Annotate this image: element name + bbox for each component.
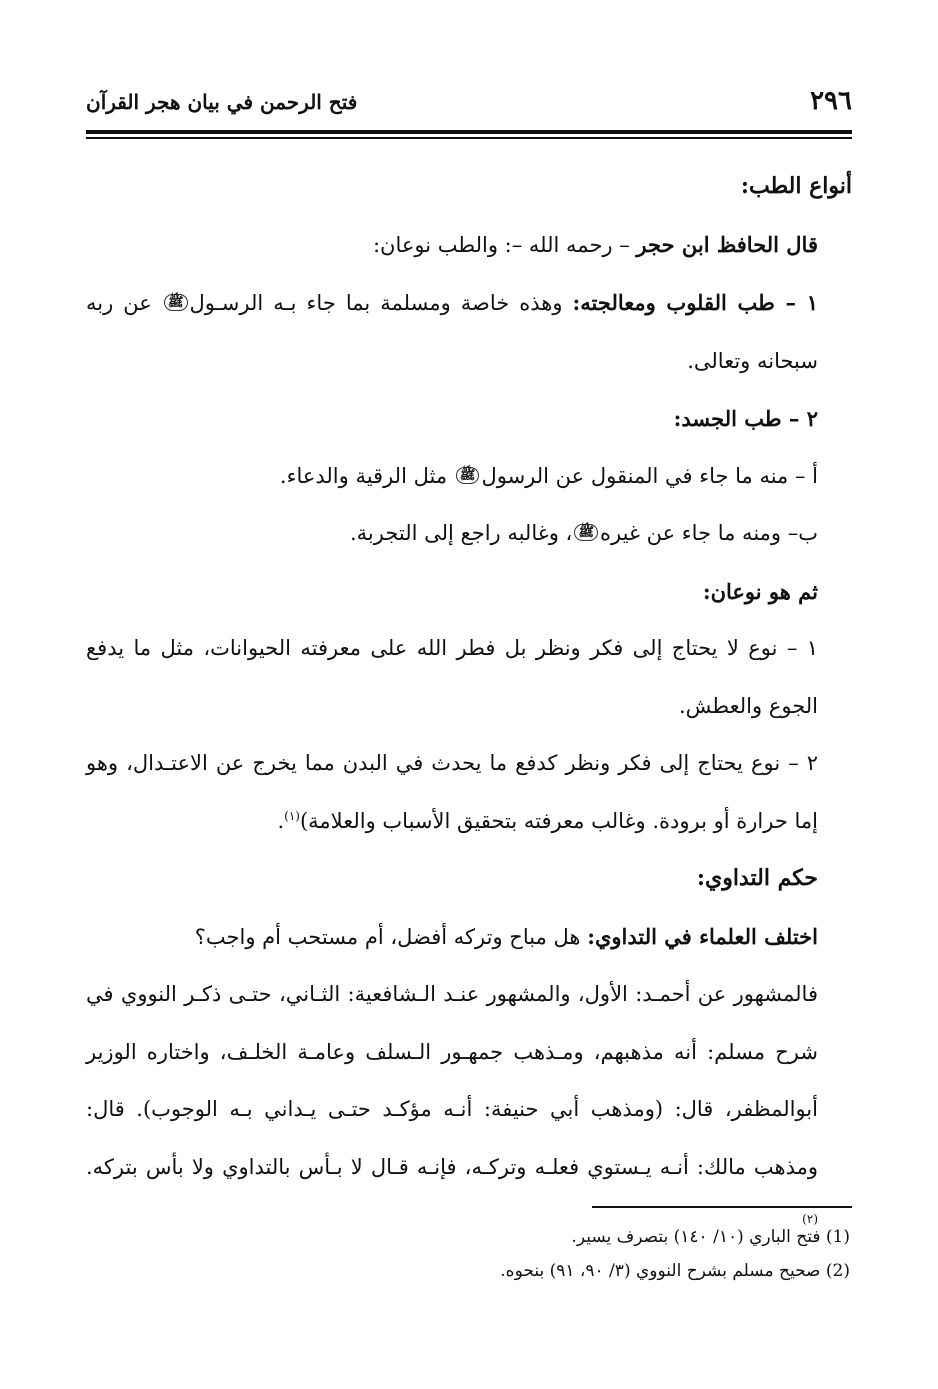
- type-1-cont: عن ربه سبحانه وتعالى.: [86, 291, 818, 373]
- paragraph-type-2a: [86, 448, 852, 506]
- kind-2-end: .: [277, 808, 285, 833]
- dispute-rest: هل مباح وتركه أفضل، أم مستحب أم واجب؟: [194, 924, 588, 949]
- type-2a-pre: أ – منه ما جاء في المنقول عن الرسول: [481, 463, 818, 488]
- footnotes: [86, 1220, 852, 1288]
- kind-2-text: ٢ – نوع يحتاج إلى فكر ونظر كدفع ما يحدث في البدن مما يخرج عن الاعتـدال، وهو إما حرارة أو برودة. وغالب معرفته بتحقيق الأسباب والعلامة): [86, 751, 818, 833]
- paragraph-famous-opinion: [86, 966, 852, 1254]
- paragraph-kind-2: [86, 735, 852, 850]
- paragraph-dispute: [86, 908, 852, 967]
- footnote-separator: [592, 1206, 852, 1208]
- intro-bold: قال الحافظ ابن حجر: [636, 231, 818, 257]
- section-heading-ruling: حكم التداوي:: [696, 865, 818, 891]
- famous-text: فالمشهور عن أحمـد: الأول، والمشهور عنـد الـشافعية: الثـاني، حتـى ذكـر النووي في شرح مسلم: أنه مذهبهم، ومـذهب جمهـور الـسلف وعامـة الخلـف، واختاره الوزير أبوالمظفر، قال: (ومذهب أبي حنيفة: أنـه مؤكـد حتـى يـداني بـه الوجوب). قال: ومذهب مالك: أنـه يـستوي فعلـه وتركـه، فإنـه قـال لا بـأس بالتداوي ولا بأس بتركه.: [86, 982, 818, 1179]
- footnote-1: (1) فتح الباري (١٠/ ١٤٠) بتصرف يسير.: [571, 1227, 850, 1247]
- book-page: [86, 0, 852, 1389]
- dispute-bold: اختلف العلماء في التداوي:: [587, 923, 818, 949]
- intro-rest: – رحمه الله –: والطب نوعان:: [372, 232, 637, 257]
- type-2b-pre: ب– ومنه ما جاء عن غيره: [600, 521, 818, 545]
- footnote-ref-2: (٢): [802, 1212, 818, 1226]
- section-heading-two-kinds: ثم هو نوعان:: [702, 578, 818, 604]
- type-1-bold: ١ – طب القلوب ومعالجته:: [572, 290, 818, 315]
- paragraph-type-2b: [86, 505, 852, 563]
- section-heading-body-medicine: ٢ – طب الجسد:: [673, 406, 818, 431]
- type-2b-post: ، وغالبه راجع إلى التجربة.: [349, 521, 573, 545]
- paragraph-intro: [86, 216, 852, 275]
- section-heading-types: أنواع الطب:: [740, 173, 852, 199]
- paragraph-kind-1: ١ – نوع لا يحتاج إلى فكر ونظر بل فطر الله على معرفته الحيوانات، مثل ما يدفع الجوع والعطش.: [86, 636, 818, 718]
- running-header: [86, 86, 852, 120]
- page-number: ٢٩٦: [810, 86, 852, 116]
- salla-symbol: ﷺ: [574, 524, 598, 541]
- type-1-rest: وهذه خاصة ومسلمة بما جاء بـه الرسـول: [189, 291, 573, 315]
- header-rule-thin: [86, 137, 852, 139]
- paragraph-type-1: [86, 274, 852, 390]
- header-rule-thick: [86, 130, 852, 134]
- main-text: [86, 158, 852, 1254]
- footnote-ref-1: (١): [284, 808, 300, 823]
- salla-symbol: ﷺ: [456, 467, 480, 484]
- type-2a-post: مثل الرقية والدعاء.: [279, 463, 454, 488]
- book-title: فتح الرحمن في بيان هجر القرآن: [86, 90, 358, 114]
- salla-symbol: ﷺ: [164, 294, 188, 311]
- footnote-2: (2) صحيح مسلم بشرح النووي (٣/ ٩٠، ٩١) بنحوه.: [500, 1261, 850, 1281]
